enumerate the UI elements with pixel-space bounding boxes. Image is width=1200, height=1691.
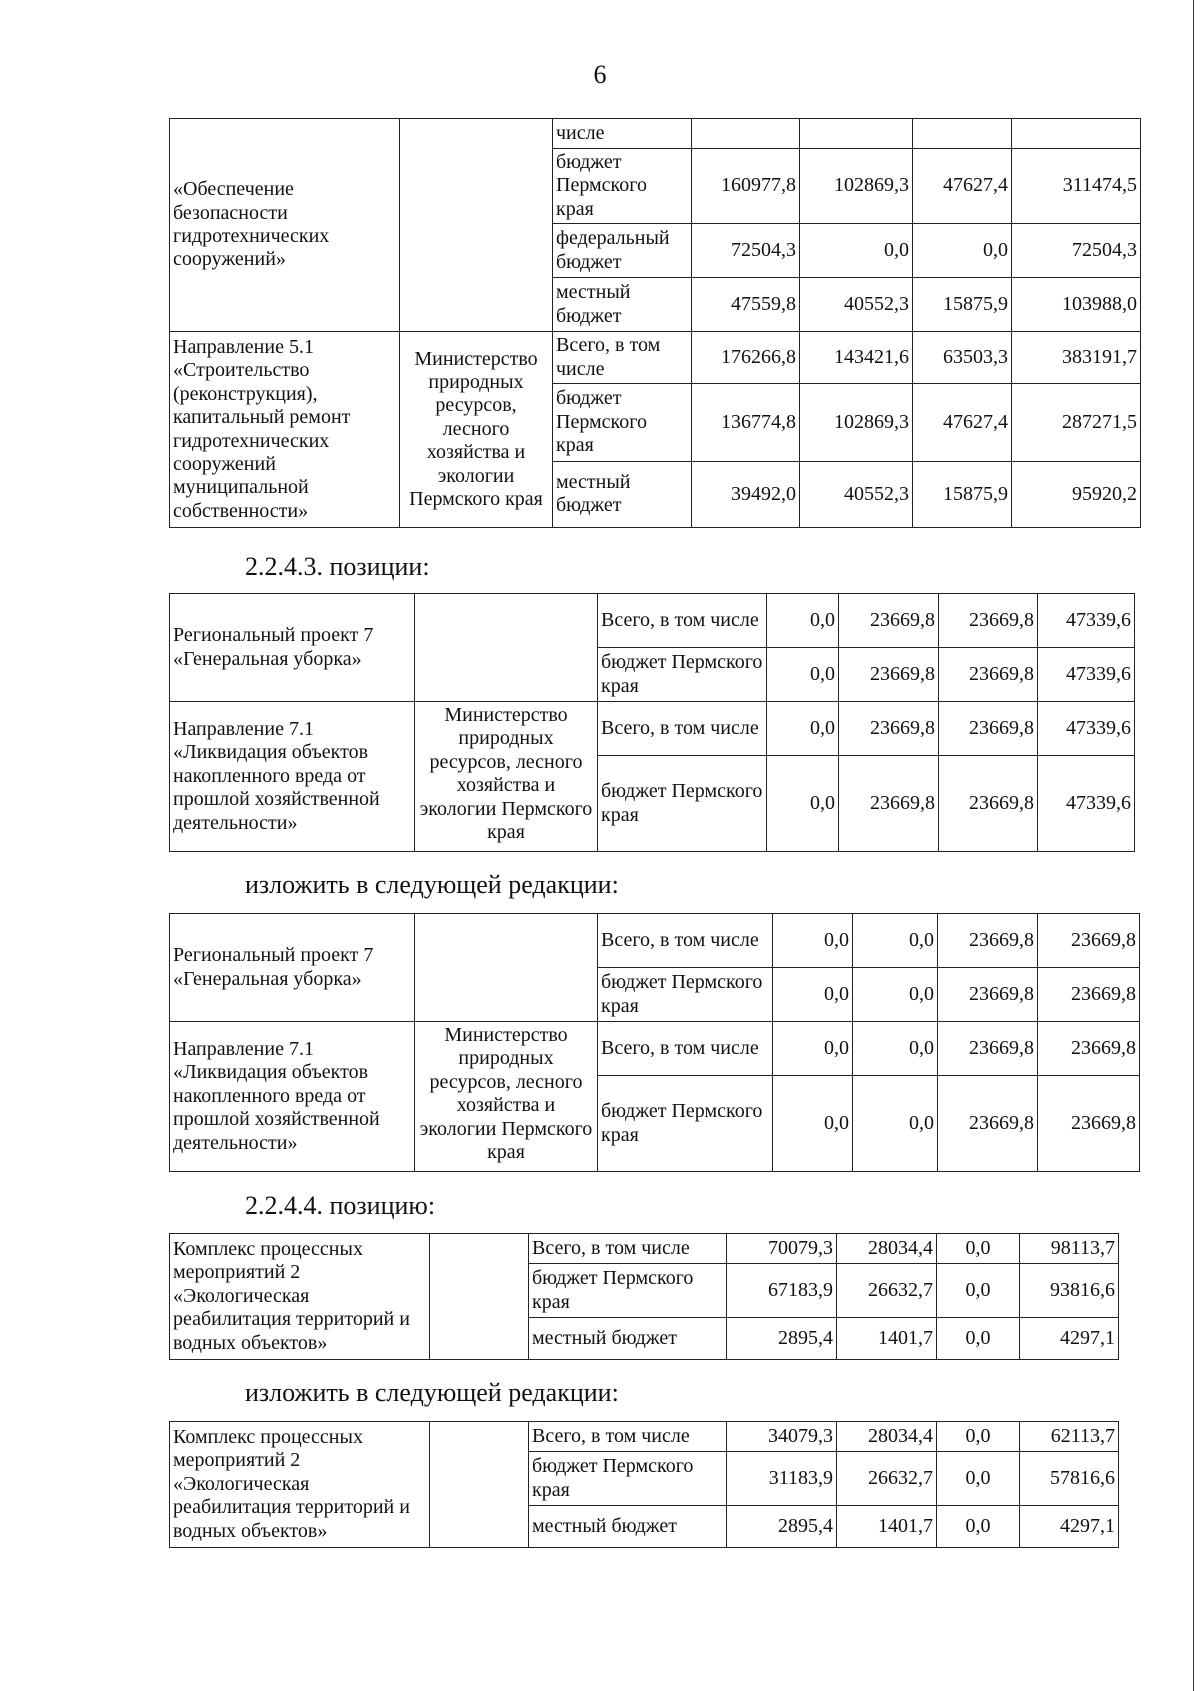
value-cell: 0,0 [853,1022,938,1076]
source-cell: местный бюджет [529,1318,727,1360]
value-cell: 31183,9 [727,1452,837,1506]
ministry-cell [430,1234,529,1360]
funding-table-5 [169,1421,1119,1548]
value-cell: 62113,7 [1020,1422,1119,1452]
value-cell: 15875,9 [913,278,1012,332]
row-label: Региональный проект 7 «Генеральная уборка» [170,914,415,1022]
value-cell: 28034,4 [837,1422,937,1452]
value-cell: 23669,8 [939,756,1038,852]
value-cell: 23669,8 [839,756,939,852]
row-label: Направление 5.1 «Строительство (реконструкция), капитальный ремонт гидротехнических сооружений муниципальной собственности» [170,332,400,528]
value-cell: 0,0 [853,1076,938,1172]
table-row [170,119,1141,149]
value-cell: 26632,7 [837,1452,937,1506]
value-cell: 40552,3 [800,278,913,332]
table-row [170,594,1135,648]
source-cell: Всего, в том числе [529,1234,727,1264]
value-cell: 103988,0 [1012,278,1141,332]
value-cell: 47339,6 [1038,648,1135,702]
value-cell: 23669,8 [1038,914,1140,968]
section-heading: 2.2.4.3. позиции: [245,552,430,581]
value-cell: 23669,8 [938,1076,1038,1172]
value-cell: 0,0 [773,1022,853,1076]
value-cell: 47339,6 [1038,702,1135,756]
value-cell: 0,0 [773,1076,853,1172]
table-row [170,1422,1119,1452]
value-cell: 143421,6 [800,332,913,384]
value-cell: 160977,8 [692,149,800,224]
source-cell: Всего, в том числе [529,1422,727,1452]
value-cell: 72504,3 [1012,224,1141,278]
value-cell: 47627,4 [913,383,1012,461]
source-cell: местный бюджет [553,278,692,332]
value-cell: 67183,9 [727,1264,837,1318]
value-cell: 57816,6 [1020,1452,1119,1506]
value-cell: 287271,5 [1012,383,1141,461]
table-row [170,332,1141,384]
source-cell: Всего, в том числе [598,702,767,756]
funding-table-4 [169,1233,1119,1360]
value-cell: 47627,4 [913,149,1012,224]
value-cell: 72504,3 [692,224,800,278]
value-cell: 2895,4 [727,1318,837,1360]
row-label: «Обеспечение безопасности гидротехнических сооружений» [170,119,400,332]
source-cell: бюджет Пермского края [529,1452,727,1506]
value-cell [692,119,800,149]
value-cell: 0,0 [767,756,839,852]
value-cell: 0,0 [767,594,839,648]
row-label: Комплекс процессных мероприятий 2 «Экологическая реабилитация территорий и водных объектов» [170,1422,430,1548]
ministry-cell [400,119,553,332]
source-cell: местный бюджет [529,1506,727,1548]
row-label: Направление 7.1 «Ликвидация объектов накопленного вреда от прошлой хозяйственной деятельности» [170,702,415,852]
value-cell: 23669,8 [1038,1076,1140,1172]
funding-table-1 [169,118,1141,528]
value-cell: 23669,8 [938,1022,1038,1076]
value-cell: 0,0 [767,648,839,702]
table-row [170,1234,1119,1264]
section-heading: 2.2.4.4. позицию: [245,1191,436,1220]
value-cell: 23669,8 [938,968,1038,1022]
ministry-cell [415,594,598,702]
page-number: 6 [593,60,607,89]
value-cell: 63503,3 [913,332,1012,384]
source-cell: бюджет Пермского края [529,1264,727,1318]
table-row [170,702,1135,756]
funding-table-2 [169,593,1135,852]
ministry-cell: Министерство природных ресурсов, лесного хозяйства и экологии Пермского края [415,702,598,852]
value-cell: 95920,2 [1012,461,1141,527]
source-cell: бюджет Пермского края [598,968,773,1022]
value-cell: 39492,0 [692,461,800,527]
value-cell: 0,0 [937,1234,1020,1264]
value-cell [800,119,913,149]
value-cell: 70079,3 [727,1234,837,1264]
value-cell: 0,0 [767,702,839,756]
source-cell: числе [553,119,692,149]
value-cell: 23669,8 [939,648,1038,702]
value-cell: 136774,8 [692,383,800,461]
value-cell [913,119,1012,149]
value-cell: 23669,8 [939,702,1038,756]
ministry-cell: Министерство природных ресурсов, лесного хозяйства и экологии Пермского края [415,1022,598,1172]
value-cell: 0,0 [773,968,853,1022]
table-row [170,914,1140,968]
value-cell: 102869,3 [800,383,913,461]
source-cell: бюджет Пермского края [553,149,692,224]
source-cell: Всего, в том числе [598,1022,773,1076]
source-cell: Всего, в том числе [598,594,767,648]
value-cell: 4297,1 [1020,1318,1119,1360]
ministry-cell [415,914,598,1022]
source-cell: федеральный бюджет [553,224,692,278]
source-cell: бюджет Пермского края [598,1076,773,1172]
value-cell: 1401,7 [837,1318,937,1360]
value-cell: 26632,7 [837,1264,937,1318]
row-label: Направление 7.1 «Ликвидация объектов накопленного вреда от прошлой хозяйственной деятельности» [170,1022,415,1172]
value-cell: 0,0 [937,1506,1020,1548]
value-cell: 0,0 [773,914,853,968]
ministry-cell [430,1422,529,1548]
source-cell: бюджет Пермского края [553,383,692,461]
value-cell: 0,0 [937,1422,1020,1452]
value-cell: 2895,4 [727,1506,837,1548]
value-cell: 0,0 [853,968,938,1022]
value-cell: 102869,3 [800,149,913,224]
source-cell: Всего, в том числе [598,914,773,968]
value-cell: 23669,8 [1038,1022,1140,1076]
value-cell: 23669,8 [839,648,939,702]
value-cell: 176266,8 [692,332,800,384]
value-cell: 0,0 [800,224,913,278]
value-cell: 0,0 [853,914,938,968]
value-cell: 0,0 [937,1264,1020,1318]
value-cell: 383191,7 [1012,332,1141,384]
ministry-cell: Министерство природных ресурсов, лесного хозяйства и экологии Пермского края [400,332,553,528]
value-cell: 28034,4 [837,1234,937,1264]
value-cell: 0,0 [937,1318,1020,1360]
value-cell: 0,0 [937,1452,1020,1506]
value-cell: 47339,6 [1038,756,1135,852]
value-cell: 23669,8 [1038,968,1140,1022]
section-heading: изложить в следующей редакции: [245,870,619,899]
value-cell: 40552,3 [800,461,913,527]
value-cell: 93816,6 [1020,1264,1119,1318]
value-cell: 1401,7 [837,1506,937,1548]
value-cell: 47339,6 [1038,594,1135,648]
source-cell: бюджет Пермского края [598,756,767,852]
value-cell [1012,119,1141,149]
table-row [170,1022,1140,1076]
section-heading: изложить в следующей редакции: [245,1378,619,1407]
value-cell: 0,0 [913,224,1012,278]
value-cell: 47559,8 [692,278,800,332]
value-cell: 23669,8 [839,702,939,756]
value-cell: 23669,8 [938,914,1038,968]
value-cell: 23669,8 [839,594,939,648]
funding-table-3 [169,913,1140,1172]
value-cell: 34079,3 [727,1422,837,1452]
value-cell: 311474,5 [1012,149,1141,224]
source-cell: местный бюджет [553,461,692,527]
value-cell: 4297,1 [1020,1506,1119,1548]
scan-edge-line [1193,0,1194,1691]
source-cell: Всего, в том числе [553,332,692,384]
source-cell: бюджет Пермского края [598,648,767,702]
value-cell: 98113,7 [1020,1234,1119,1264]
row-label: Комплекс процессных мероприятий 2 «Экологическая реабилитация территорий и водных объектов» [170,1234,430,1360]
row-label: Региональный проект 7 «Генеральная уборка» [170,594,415,702]
value-cell: 15875,9 [913,461,1012,527]
value-cell: 23669,8 [939,594,1038,648]
